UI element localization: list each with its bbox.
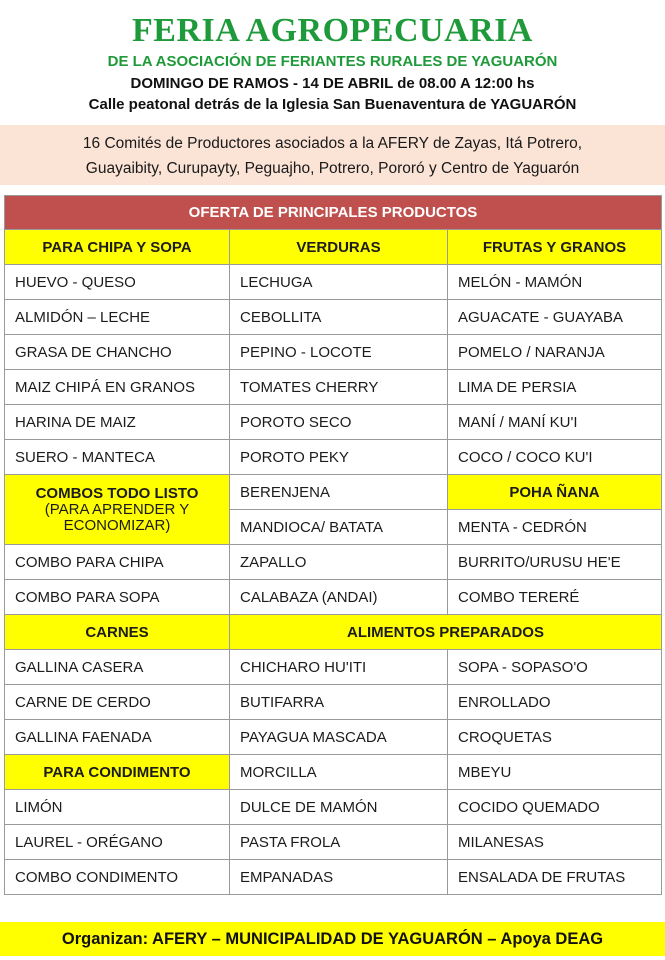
table-cell: CEBOLLITA [230,300,448,335]
committees-line-2: Guayaibity, Curupayty, Peguajho, Potrero, Pororó y Centro de Yaguarón [85,160,580,177]
table-cell: MANÍ / MANÍ KU'I [448,405,662,440]
table-row [5,650,662,685]
table-cell: COCIDO QUEMADO [448,790,662,825]
table-cell: POROTO SECO [230,405,448,440]
table-row [5,300,662,335]
table-cell: BURRITO/URUSU HE'E [448,545,662,580]
table-cell: SOPA - SOPASO'O [448,650,662,685]
table-row [5,825,662,860]
table-cell: BUTIFARRA [230,685,448,720]
table-row [5,545,662,580]
products-table [4,195,662,895]
offer-banner: OFERTA DE PRINCIPALES PRODUCTOS [5,196,662,230]
date-time: DOMINGO DE RAMOS - 14 DE ABRIL de 08.00 A 12:00 hs [130,75,535,92]
location: Calle peatonal detrás de la Iglesia San Buenaventura de YAGUARÓN [88,96,577,113]
association-subtitle: DE LA ASOCIACIÓN DE FERIANTES RURALES DE YAGUARÓN [107,53,558,70]
table-cell: TOMATES CHERRY [230,370,448,405]
table-cell: EMPANADAS [230,860,448,895]
table-cell: COMBO TERERÉ [448,580,662,615]
header-verduras: VERDURAS [230,230,448,265]
table-cell: COMBO PARA CHIPA [5,545,230,580]
table-cell: MELÓN - MAMÓN [448,265,662,300]
table-cell: AGUACATE - GUAYABA [448,300,662,335]
table-cell: HUEVO - QUESO [5,265,230,300]
header-carnes: CARNES [5,615,230,650]
table-row [5,580,662,615]
table-cell: GALLINA CASERA [5,650,230,685]
table-cell: LIMA DE PERSIA [448,370,662,405]
table-cell: LIMÓN [5,790,230,825]
header-frutas-granos: FRUTAS Y GRANOS [448,230,662,265]
table-row [5,370,662,405]
table-cell: MANDIOCA/ BATATA [230,510,448,545]
table-row [5,720,662,755]
header-combos [5,475,230,545]
table-cell: POROTO PEKY [230,440,448,475]
combos-title: COMBOS TODO LISTO [35,484,199,502]
organizers-footer: Organizan: AFERY – MUNICIPALIDAD DE YAGUARÓN – Apoya DEAG [0,922,665,956]
table-cell: GRASA DE CHANCHO [5,335,230,370]
table-cell: CARNE DE CERDO [5,685,230,720]
table-cell: ENROLLADO [448,685,662,720]
table-cell: GALLINA FAENADA [5,720,230,755]
table-cell: PEPINO - LOCOTE [230,335,448,370]
table-cell: ZAPALLO [230,545,448,580]
table-cell: DULCE DE MAMÓN [230,790,448,825]
table-cell: LAUREL - ORÉGANO [5,825,230,860]
table-cell: CROQUETAS [448,720,662,755]
header-alimentos-preparados: ALIMENTOS PREPARADOS [230,615,662,650]
table-cell: COMBO CONDIMENTO [5,860,230,895]
header-poha-nana: POHA ÑANA [448,475,662,510]
table-row [5,265,662,300]
fair-title: FERIA AGROPECUARIA [132,12,533,49]
table-cell: ALMIDÓN – LECHE [5,300,230,335]
table-cell: CHICHARO HU'ITI [230,650,448,685]
table-cell: ENSALADA DE FRUTAS [448,860,662,895]
table-cell: MILANESAS [448,825,662,860]
table-cell: LECHUGA [230,265,448,300]
table-cell: PASTA FROLA [230,825,448,860]
table-cell: COCO / COCO KU'I [448,440,662,475]
header-condimento: PARA CONDIMENTO [5,755,230,790]
table-row [5,405,662,440]
table-cell: MAIZ CHIPÁ EN GRANOS [5,370,230,405]
table-cell: CALABAZA (ANDAI) [230,580,448,615]
table-cell: BERENJENA [230,475,448,510]
header-chipa-sopa: PARA CHIPA Y SOPA [5,230,230,265]
table-cell: MORCILLA [230,755,448,790]
table-cell: SUERO - MANTECA [5,440,230,475]
table-cell: HARINA DE MAIZ [5,405,230,440]
table-cell: COMBO PARA SOPA [5,580,230,615]
table-row [5,440,662,475]
table-cell: MBEYU [448,755,662,790]
committees-band [0,125,665,185]
committees-line-1: 16 Comités de Productores asociados a la AFERY de Zayas, Itá Potrero, [82,135,583,152]
combos-subtitle: (PARA APRENDER Y ECONOMIZAR) [44,500,190,534]
table-row [5,860,662,895]
table-cell: POMELO / NARANJA [448,335,662,370]
table-row [5,685,662,720]
table-cell: PAYAGUA MASCADA [230,720,448,755]
table-row [5,335,662,370]
table-cell: MENTA - CEDRÓN [448,510,662,545]
table-row [5,790,662,825]
